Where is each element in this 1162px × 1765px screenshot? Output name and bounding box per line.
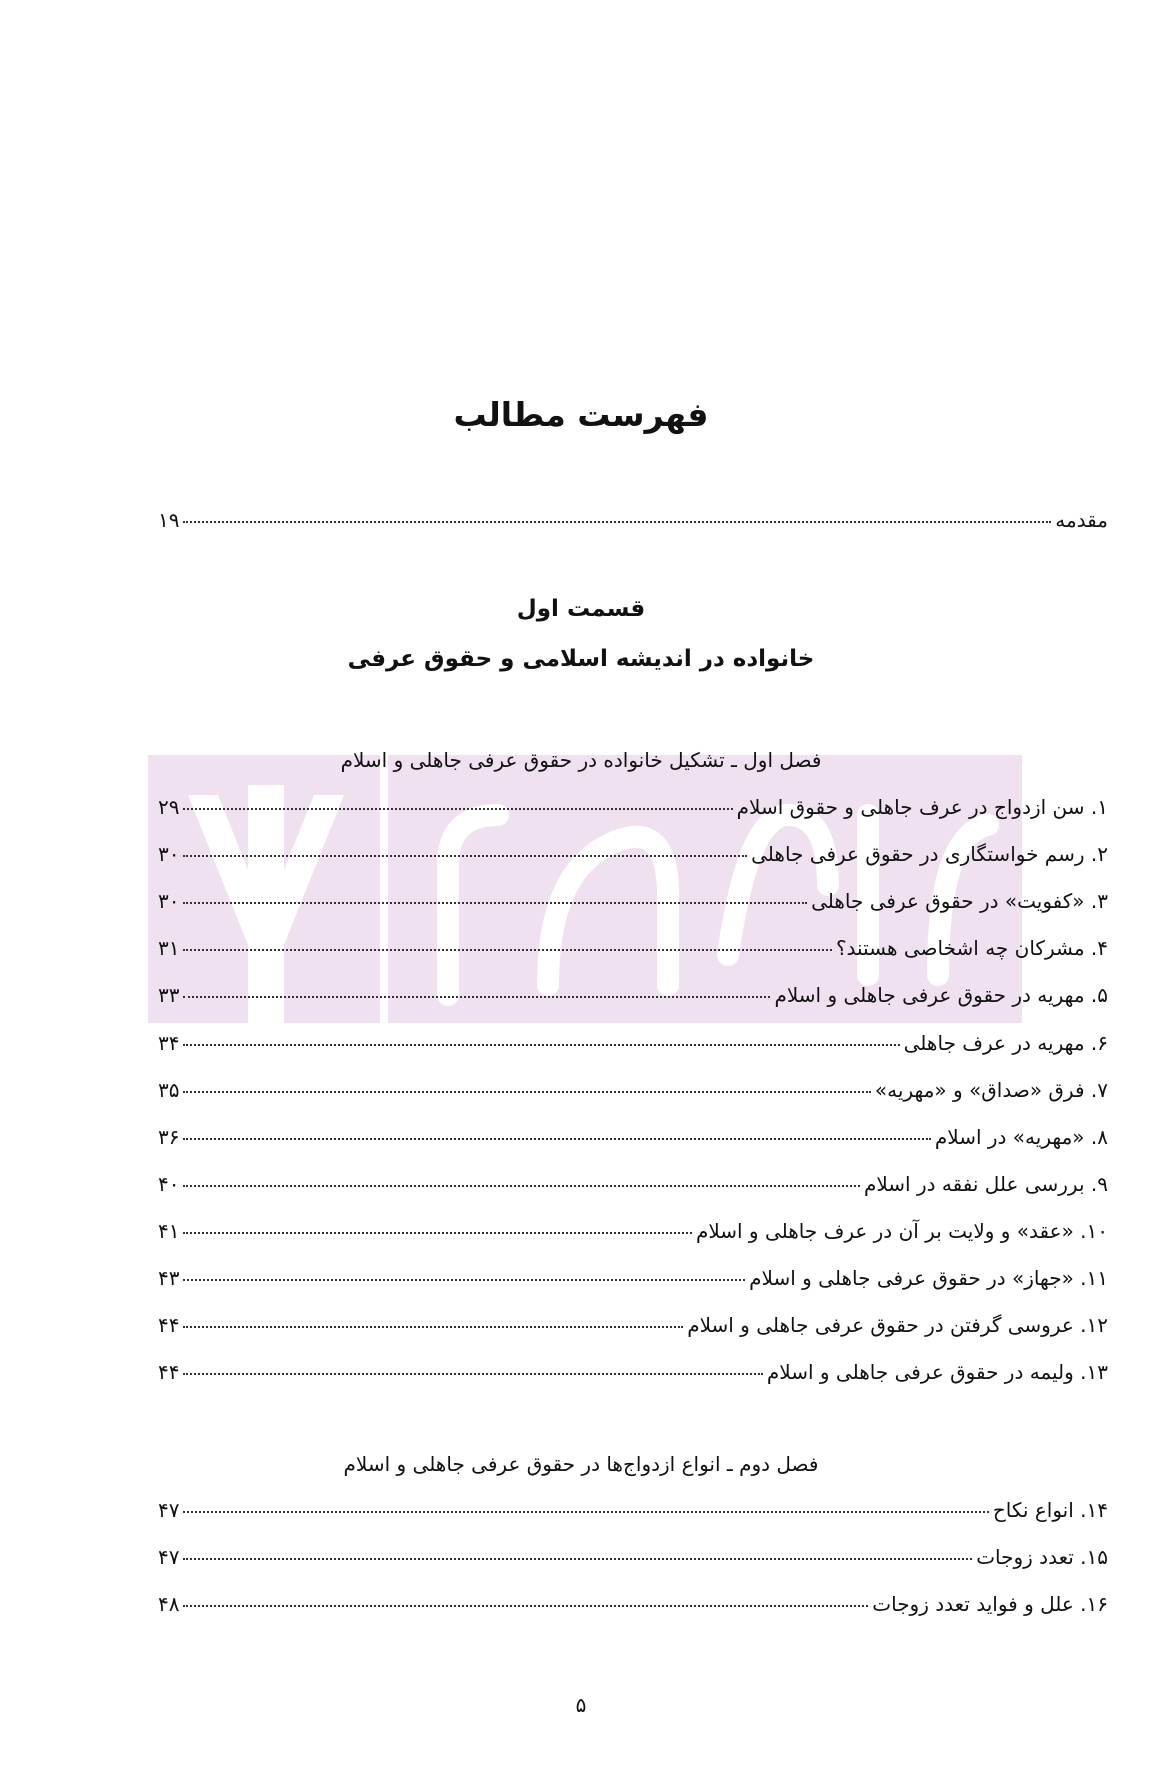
page-number: ۵ xyxy=(575,1693,587,1717)
dot-leader xyxy=(183,1511,988,1513)
dot-leader xyxy=(183,949,831,951)
toc-entry[interactable] xyxy=(158,1266,1108,1296)
toc-entry[interactable] xyxy=(158,842,1108,872)
dot-leader xyxy=(183,1138,930,1140)
dot-leader xyxy=(183,902,807,904)
toc-entry-page: ۳۰ xyxy=(158,889,180,914)
toc-entry-label: ۵. مهریه در حقوق عرفی جاهلی و اسلام xyxy=(774,983,1108,1008)
dot-leader xyxy=(183,808,732,810)
dot-leader xyxy=(183,1185,860,1187)
toc-entry[interactable] xyxy=(158,1125,1108,1155)
toc-entry-label: ۳. «کفویت» در حقوق عرفی جاهلی xyxy=(811,889,1108,914)
toc-entry-label: ۱۱. «جهاز» در حقوق عرفی جاهلی و اسلام xyxy=(749,1266,1108,1290)
toc-entry-page: ۴۴ xyxy=(158,1313,180,1338)
toc-entry-page: ۱۹ xyxy=(158,508,180,532)
page-title: فهرست مطالب xyxy=(453,395,709,434)
toc-entry[interactable] xyxy=(158,889,1108,919)
dot-leader xyxy=(183,1605,868,1607)
chapter-heading: فصل دوم ـ انواع ازدواج‌ها در حقوق عرفی جاهلی و اسلام xyxy=(343,1452,819,1476)
dot-leader xyxy=(183,996,770,998)
toc-entry-label: ۱۰. «عقد» و ولایت بر آن در عرف جاهلی و اسلام xyxy=(695,1218,1108,1243)
dot-leader xyxy=(183,1044,899,1046)
toc-entry-label: ۶. مهریه در عرف جاهلی xyxy=(903,1030,1108,1055)
toc-entry[interactable] xyxy=(158,1592,1108,1622)
toc-entry-page: ۳۴ xyxy=(158,1030,180,1055)
toc-entry-page: ۳۵ xyxy=(158,1077,180,1102)
toc-entry-label: ۱۵. تعدد زوجات xyxy=(976,1545,1108,1569)
toc-entry-intro[interactable] xyxy=(158,508,1108,538)
toc-entry[interactable] xyxy=(158,1360,1108,1390)
toc-entry[interactable] xyxy=(158,936,1108,966)
toc-entry-label: ۲. رسم خواستگاری در حقوق عرفی جاهلی xyxy=(751,842,1108,867)
toc-entry[interactable] xyxy=(158,1498,1108,1528)
toc-entry[interactable] xyxy=(158,1172,1108,1202)
dot-leader xyxy=(183,1232,691,1234)
toc-entry-label: ۷. فرق «صداق» و «مهریه» xyxy=(874,1077,1108,1102)
toc-entry-page: ۳۶ xyxy=(158,1124,180,1149)
toc-entry-label: ۱۲. عروسی گرفتن در حقوق عرفی جاهلی و اسلام xyxy=(687,1313,1108,1338)
toc-entry[interactable] xyxy=(158,1313,1108,1343)
toc-entry-label: ۱. سن ازدواج در عرف جاهلی و حقوق اسلام xyxy=(736,795,1108,819)
toc-entry[interactable] xyxy=(158,1545,1108,1575)
toc-entry-label: ۱۳. ولیمه در حقوق عرفی جاهلی و اسلام xyxy=(766,1360,1108,1385)
dot-leader xyxy=(183,1091,870,1093)
toc-entry-label: ۸. «مهریه» در اسلام xyxy=(934,1124,1108,1149)
dot-leader xyxy=(183,1279,745,1281)
toc-entry[interactable] xyxy=(158,1219,1108,1249)
toc-entry-label: ۱۶. علل و فواید تعدد زوجات xyxy=(872,1592,1108,1616)
toc-entry-page: ۴۰ xyxy=(158,1171,180,1196)
dot-leader xyxy=(183,1326,683,1328)
toc-entry-page: ۴۸ xyxy=(158,1592,180,1616)
dot-leader xyxy=(183,1558,972,1560)
toc-entry-page: ۳۳ xyxy=(158,983,180,1008)
part-title: خانواده در اندیشه اسلامی و حقوق عرفی xyxy=(347,646,815,672)
dot-leader xyxy=(183,521,1051,523)
toc-entry-page: ۳۱ xyxy=(158,936,180,961)
toc-entry-page: ۴۱ xyxy=(158,1218,180,1243)
toc-entry-label: ۴. مشرکان چه اشخاصی هستند؟ xyxy=(835,936,1108,961)
toc-entry-page: ۴۳ xyxy=(158,1266,180,1290)
toc-entry[interactable] xyxy=(158,1031,1108,1061)
dot-leader xyxy=(183,1373,762,1375)
toc-entry[interactable] xyxy=(158,1078,1108,1108)
part-label: قسمت اول xyxy=(516,596,646,622)
dot-leader xyxy=(183,855,747,857)
toc-entry-label: مقدمه xyxy=(1055,508,1108,532)
toc-entry-page: ۴۴ xyxy=(158,1360,180,1385)
toc-entry-page: ۴۷ xyxy=(158,1545,180,1569)
toc-entry-page: ۴۷ xyxy=(158,1498,180,1522)
toc-entry[interactable] xyxy=(158,983,1108,1013)
toc-entry-label: ۹. بررسی علل نفقه در اسلام xyxy=(863,1171,1108,1196)
toc-entry-label: ۱۴. انواع نکاح xyxy=(992,1498,1108,1522)
chapter-heading: فصل اول ـ تشکیل خانواده در حقوق عرفی جاهلی و اسلام xyxy=(340,748,822,772)
toc-entry[interactable] xyxy=(158,795,1108,825)
toc-entry-page: ۲۹ xyxy=(158,795,180,819)
toc-entry-page: ۳۰ xyxy=(158,842,180,867)
